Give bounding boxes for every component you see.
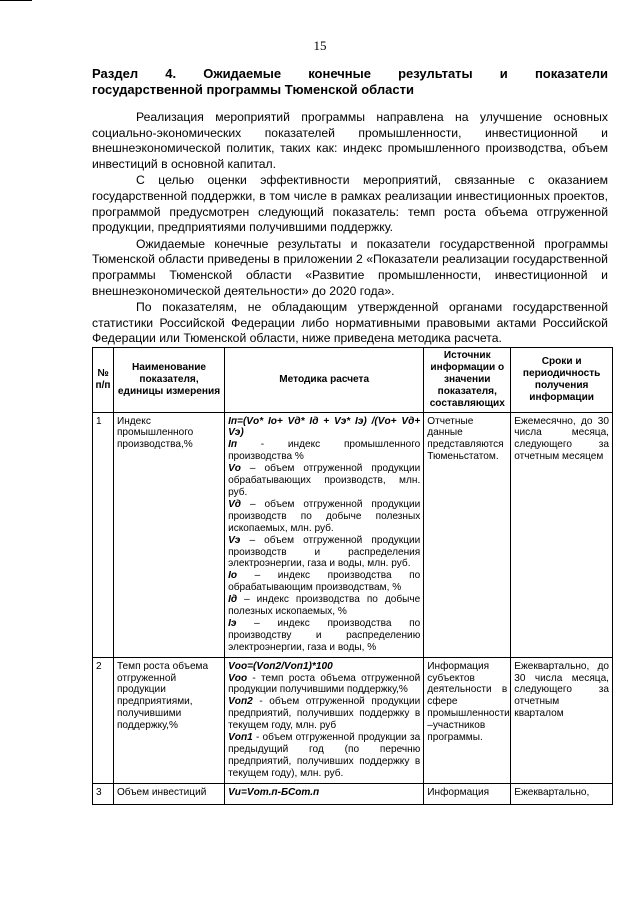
paragraph: Ожидаемые конечные результаты и показатели государственной программы Тюменской области приведены в приложении 2 «Показатели реализации государственной программы Тюменской области «Развитие промышленности, инвестиционной и внешнеэкономической деятельности» до 2020 года». — [92, 236, 608, 298]
header-name: Наименование показателя, единицы измерения — [113, 348, 224, 413]
row-name: Темп роста объема отгруженной продукции предприятиями, получившими поддержку,% — [113, 657, 224, 783]
row-name: Индекс промышленного производства,% — [113, 412, 224, 657]
row-num: 3 — [93, 783, 114, 804]
variable-definition: Iо – индекс производства по обрабатывающим производствам, % — [228, 570, 421, 594]
table-row — [93, 657, 613, 783]
formula: Iп=(Vо* Iо+ Vд* Iд + Vэ* Iэ) /(Vо+ Vд+ Vэ) — [228, 415, 421, 439]
row-period: Ежеквартально, — [511, 783, 613, 804]
methodology-table — [92, 347, 613, 805]
header-source: Источник информации о значении показателя, составляющих — [424, 348, 511, 413]
row-name: Объем инвестиций — [113, 783, 224, 804]
row-num: 2 — [93, 657, 114, 783]
row-source: Информация субъектов деятельности в сфере промышленности –участников программы. — [424, 657, 511, 783]
variable-definition: Vоп1 - объем отгруженной продукции за предыдущий год (по перечню предприятий, получивших поддержку в текущем году), млн. руб. — [228, 732, 421, 779]
variable-definition: Vд – объем отгруженной продукции производств по добыче полезных ископаемых, млн. руб. — [228, 498, 421, 534]
formula: Vи=Vот.п-БСот.п — [228, 786, 320, 798]
header-num: № п/п — [93, 348, 114, 413]
table-row — [93, 412, 613, 657]
table-row — [93, 783, 613, 804]
header-period: Сроки и периодичность получения информации — [511, 348, 613, 413]
variable-definition: Vо – объем отгруженной продукции обрабатывающих производств, млн. руб. — [228, 463, 421, 498]
variable-definition: Vоо - темп роста объема отгруженной продукции получившими поддержку,% — [228, 672, 421, 696]
body-text — [92, 110, 608, 348]
paragraph: С целью оценки эффективности мероприятий, связанные с оказанием государственной поддержки, в том числе в рамках реализации инвестиционных проектов, программой предусмотрен следующий показатель: темп роста объема отгруженной продукции, предприятиями получившими поддержку. — [92, 173, 608, 235]
variable-definition: Vэ – объем отгруженной продукции производств и распределения электроэнергии, газа и воды, млн. руб. — [228, 534, 421, 570]
row-method — [225, 783, 424, 804]
header-method: Методика расчета — [225, 348, 424, 413]
row-period: Ежеквартально, до 30 числа месяца, следующего за отчетным кварталом — [511, 657, 613, 783]
variable-definition: Vоп2 - объем отгруженной продукции предприятий, получивших поддержку в текущем году, млн. руб — [228, 696, 421, 732]
row-method — [225, 412, 424, 657]
variable-definition: Iд – индекс производства по добыче полезных ископаемых, % — [228, 594, 421, 618]
variable-definition: Iэ – индекс производства по производству и распределению электроэнергии, газа и воды, % — [228, 617, 421, 653]
corner-line — [0, 0, 32, 1]
section-title-line-2: государственной программы Тюменской области — [92, 82, 414, 97]
formula: Vоо=(Vоп2/Vоп1)*100 — [228, 660, 333, 672]
row-method — [225, 657, 424, 783]
row-source: Информация — [424, 783, 511, 804]
page-number: 15 — [313, 38, 327, 53]
section-title — [92, 66, 608, 98]
row-num: 1 — [93, 412, 114, 657]
paragraph: По показателям, не обладающим утвержденной органами государственной статистики Российской Федерации либо нормативными правовыми актами Российской Федерации или Тюменской области, ниже приведена методика расчета. — [92, 300, 608, 346]
row-period: Ежемесячно, до 30 числа месяца, следующего за отчетным месяцем — [511, 412, 613, 657]
row-source: Отчетные данные представляются Тюменьстатом. — [424, 412, 511, 657]
section-title-line-1: Раздел 4. Ожидаемые конечные результаты и показатели — [92, 66, 608, 81]
variable-definition: Iп - индекс промышленного производства % — [228, 439, 421, 463]
table-header-row — [93, 348, 613, 413]
paragraph: Реализация мероприятий программы направлена на улучшение основных социально-экономических показателей промышленности, инвестиционной и внешнеэкономической политик, таких как: индекс промышленного производства, объем инвестиций в основной капитал. — [92, 110, 608, 171]
